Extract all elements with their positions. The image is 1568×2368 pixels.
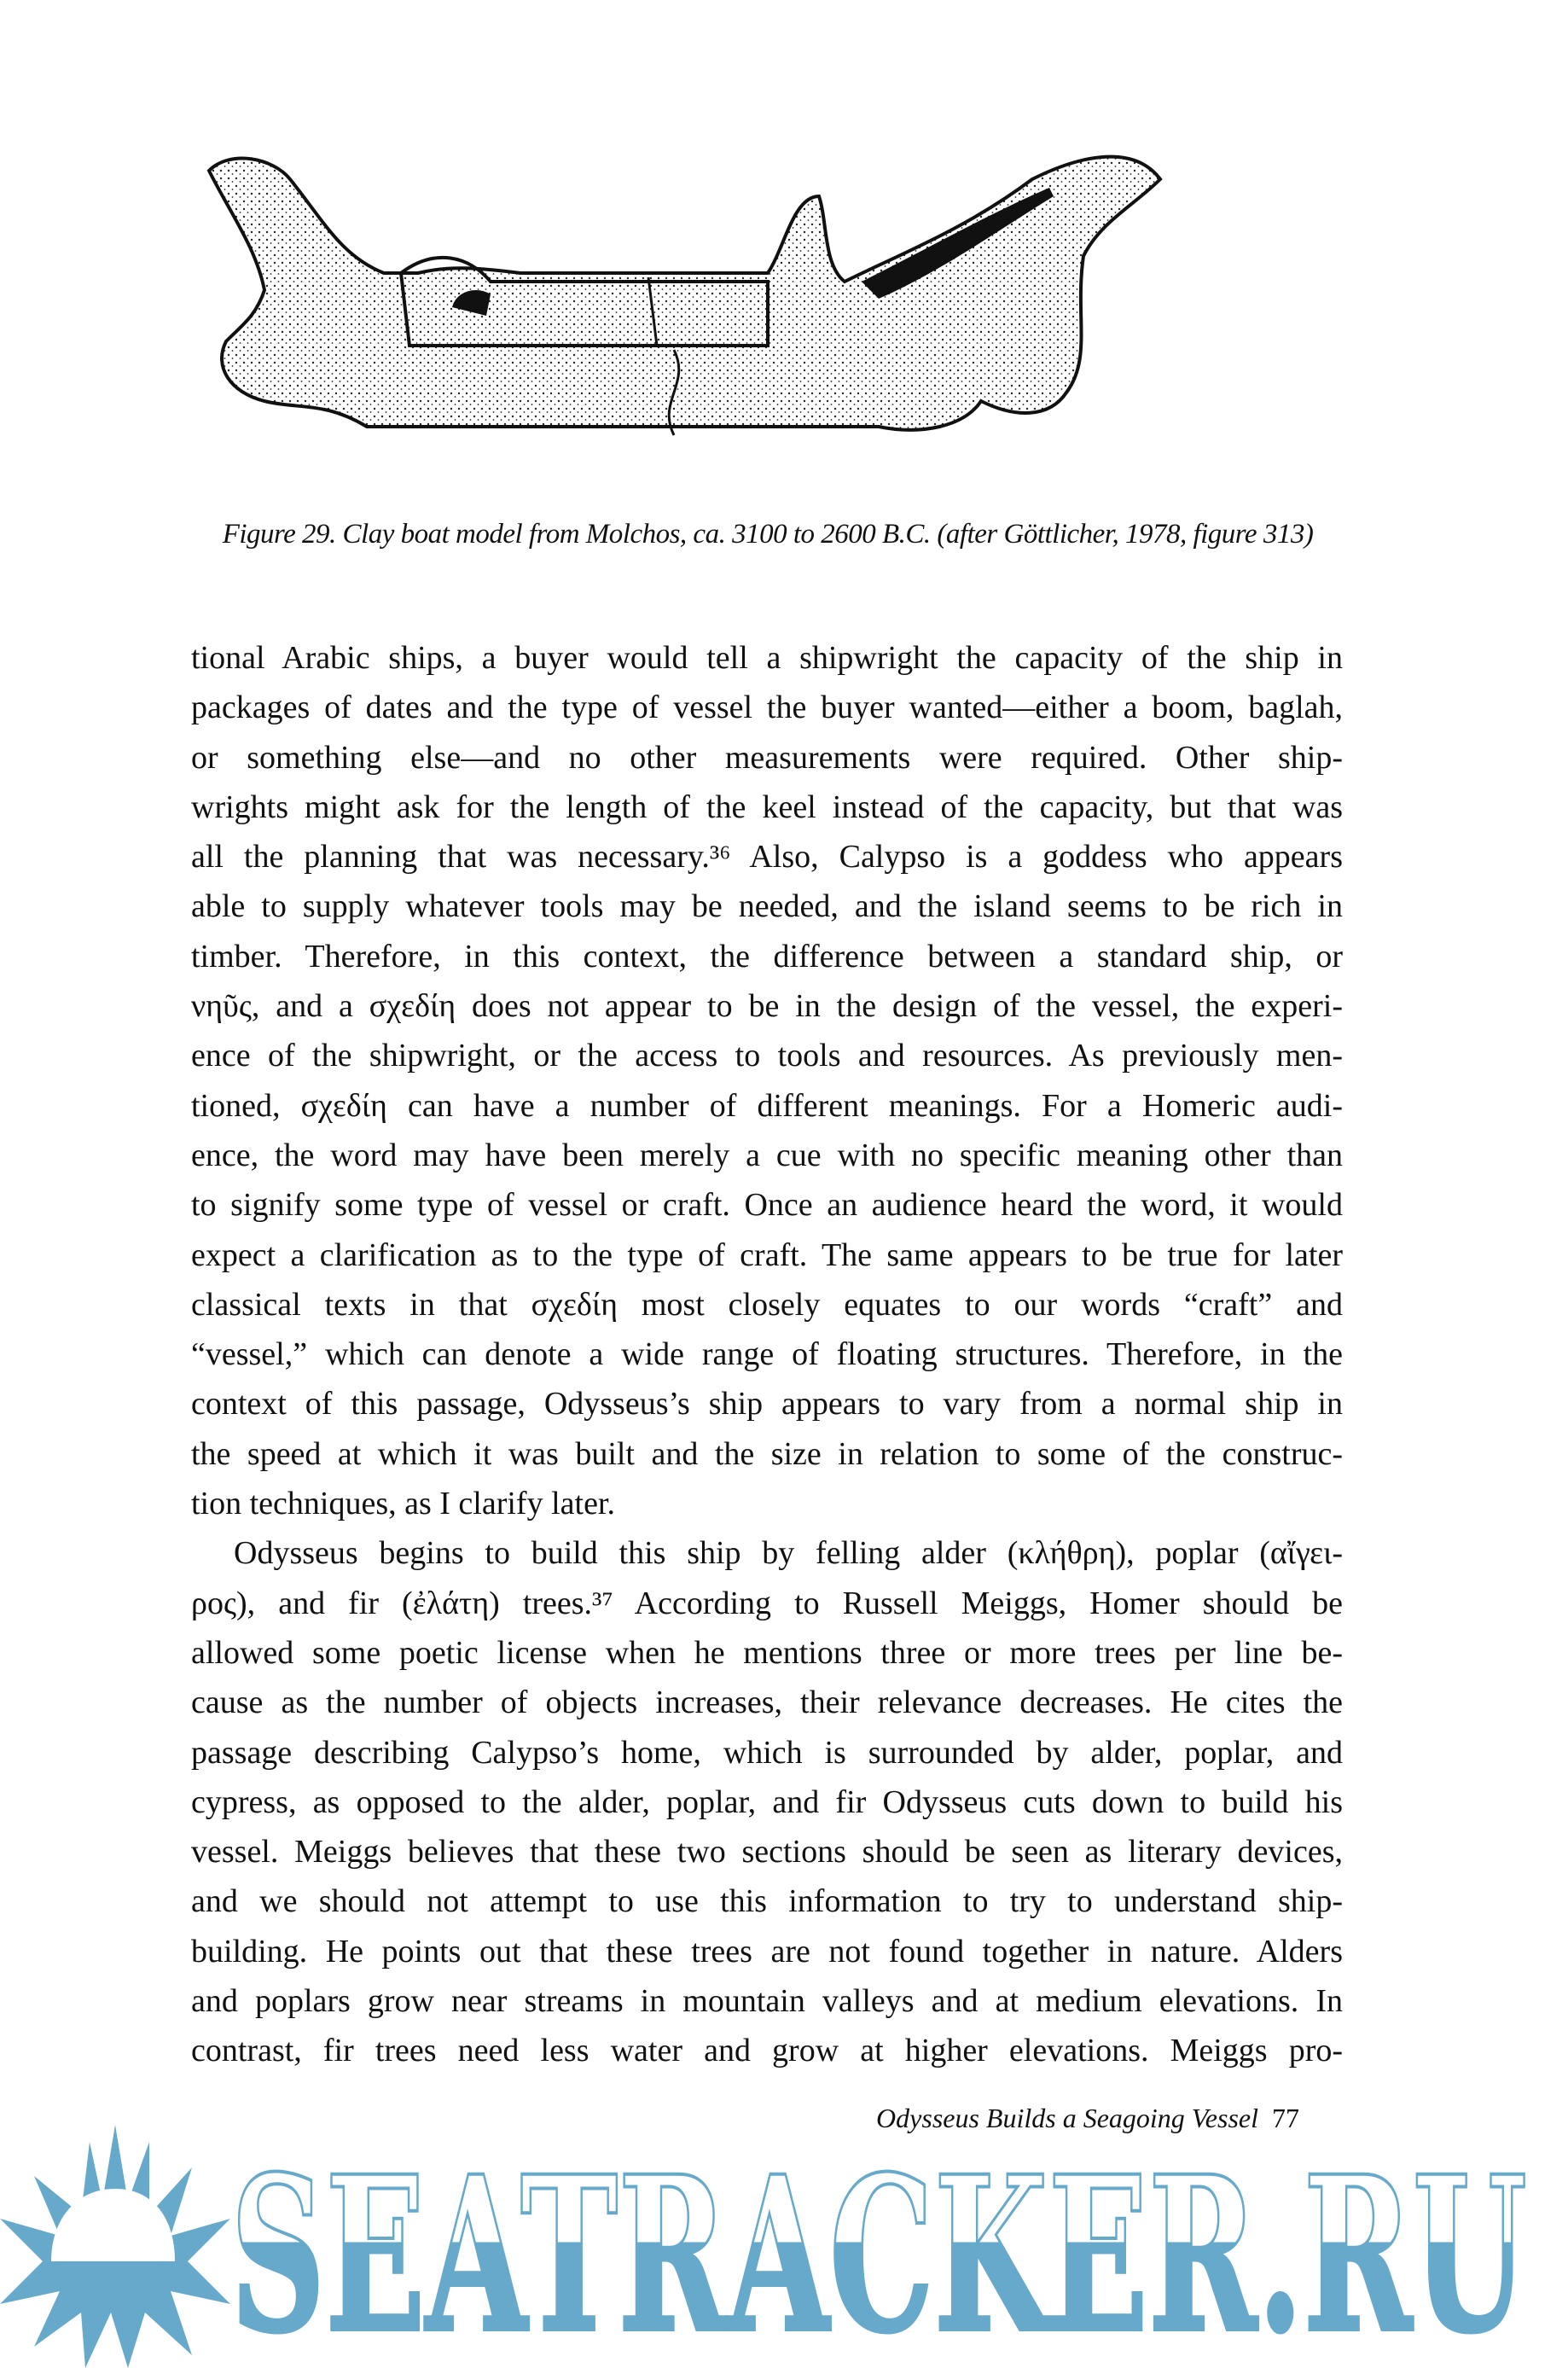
text-line: all the planning that was necessary.³⁶ Also, Calypso is a goddess who appears bbox=[191, 839, 1343, 876]
clay-boat-illustration bbox=[196, 145, 1339, 521]
text-line: vessel. Meiggs believes that these two sections should be seen as literary devices, bbox=[191, 1834, 1343, 1871]
text-line: classical texts in that σχεδίη most closely equates to our words “craft” and bbox=[191, 1286, 1343, 1323]
text-line: wrights might ask for the length of the keel instead of the capacity, but that was bbox=[191, 788, 1343, 825]
text-line: context of this passage, Odysseus’s ship appears to vary from a normal ship in bbox=[191, 1386, 1343, 1423]
text-line: expect a clarification as to the type of craft. The same appears to be true for later bbox=[191, 1236, 1343, 1273]
text-line: or something else—and no other measurements were required. Other ship- bbox=[191, 739, 1343, 776]
text-line: able to supply whatever tools may be needed, and the island seems to be rich in bbox=[191, 888, 1343, 925]
watermark-text: SEATRACKER.RU bbox=[230, 2129, 1527, 2368]
text-line: the speed at which it was built and the size in relation to some of the construc- bbox=[191, 1435, 1343, 1472]
text-line: to signify some type of vessel or craft. Once an audience heard the word, it would bbox=[191, 1187, 1343, 1224]
text-line: allowed some poetic license when he mentions three or more trees per line be- bbox=[191, 1634, 1343, 1671]
text-line: tional Arabic ships, a buyer would tell a shipwright the capacity of the ship in bbox=[191, 640, 1343, 676]
text-line: νηῦς, and a σχεδίη does not appear to be in the design of the vessel, the experi- bbox=[191, 988, 1343, 1025]
text-line: and we should not attempt to use this information to try to understand ship- bbox=[191, 1883, 1343, 1920]
text-line: timber. Therefore, in this context, the difference between a standard ship, or bbox=[191, 938, 1343, 975]
running-title: Odysseus Builds a Seagoing Vessel bbox=[876, 2103, 1258, 2133]
text-line: ence, the word may have been merely a cue with no specific meaning other than bbox=[191, 1137, 1343, 1173]
text-line: tioned, σχεδίη can have a number of different meanings. For a Homeric audi- bbox=[191, 1087, 1343, 1124]
text-line: building. He points out that these trees are not found together in nature. Alders bbox=[191, 1933, 1343, 1969]
body-text bbox=[191, 633, 1343, 2076]
text-line: contrast, fir trees need less water and grow at higher elevations. Meiggs pro- bbox=[191, 2033, 1343, 2069]
text-line: “vessel,” which can denote a wide range of floating structures. Therefore, in the bbox=[191, 1336, 1343, 1373]
text-line: tion techniques, as I clarify later. bbox=[191, 1486, 615, 1522]
text-line: Odysseus begins to build this ship by felling alder (κλήθρη), poplar (αἴγει- bbox=[234, 1535, 1343, 1572]
text-line: passage describing Calypso’s home, which is surrounded by alder, poplar, and bbox=[191, 1734, 1343, 1771]
figure-caption: Figure 29. Clay boat model from Molchos, ca. 3100 to 2600 B.C. (after Göttlicher, 1978, figure 313) bbox=[222, 519, 1314, 550]
text-line: cypress, as opposed to the alder, poplar, and fir Odysseus cuts down to build his bbox=[191, 1783, 1343, 1820]
page-number: 77 bbox=[1272, 2103, 1299, 2133]
watermark-logo bbox=[0, 2125, 1568, 2368]
text-line: cause as the number of objects increases, their relevance decreases. He cites the bbox=[191, 1684, 1343, 1721]
text-line: ence of the shipwright, or the access to tools and resources. As previously men- bbox=[191, 1038, 1343, 1074]
sun-icon bbox=[0, 2125, 230, 2368]
text-line: packages of dates and the type of vessel the buyer wanted—either a boom, baglah, bbox=[191, 689, 1343, 726]
text-line: ρος), and fir (ἐλάτη) trees.³⁷ According to Russell Meiggs, Homer should be bbox=[191, 1585, 1343, 1621]
text-line: and poplars grow near streams in mountain valleys and at medium elevations. In bbox=[191, 1983, 1343, 2020]
